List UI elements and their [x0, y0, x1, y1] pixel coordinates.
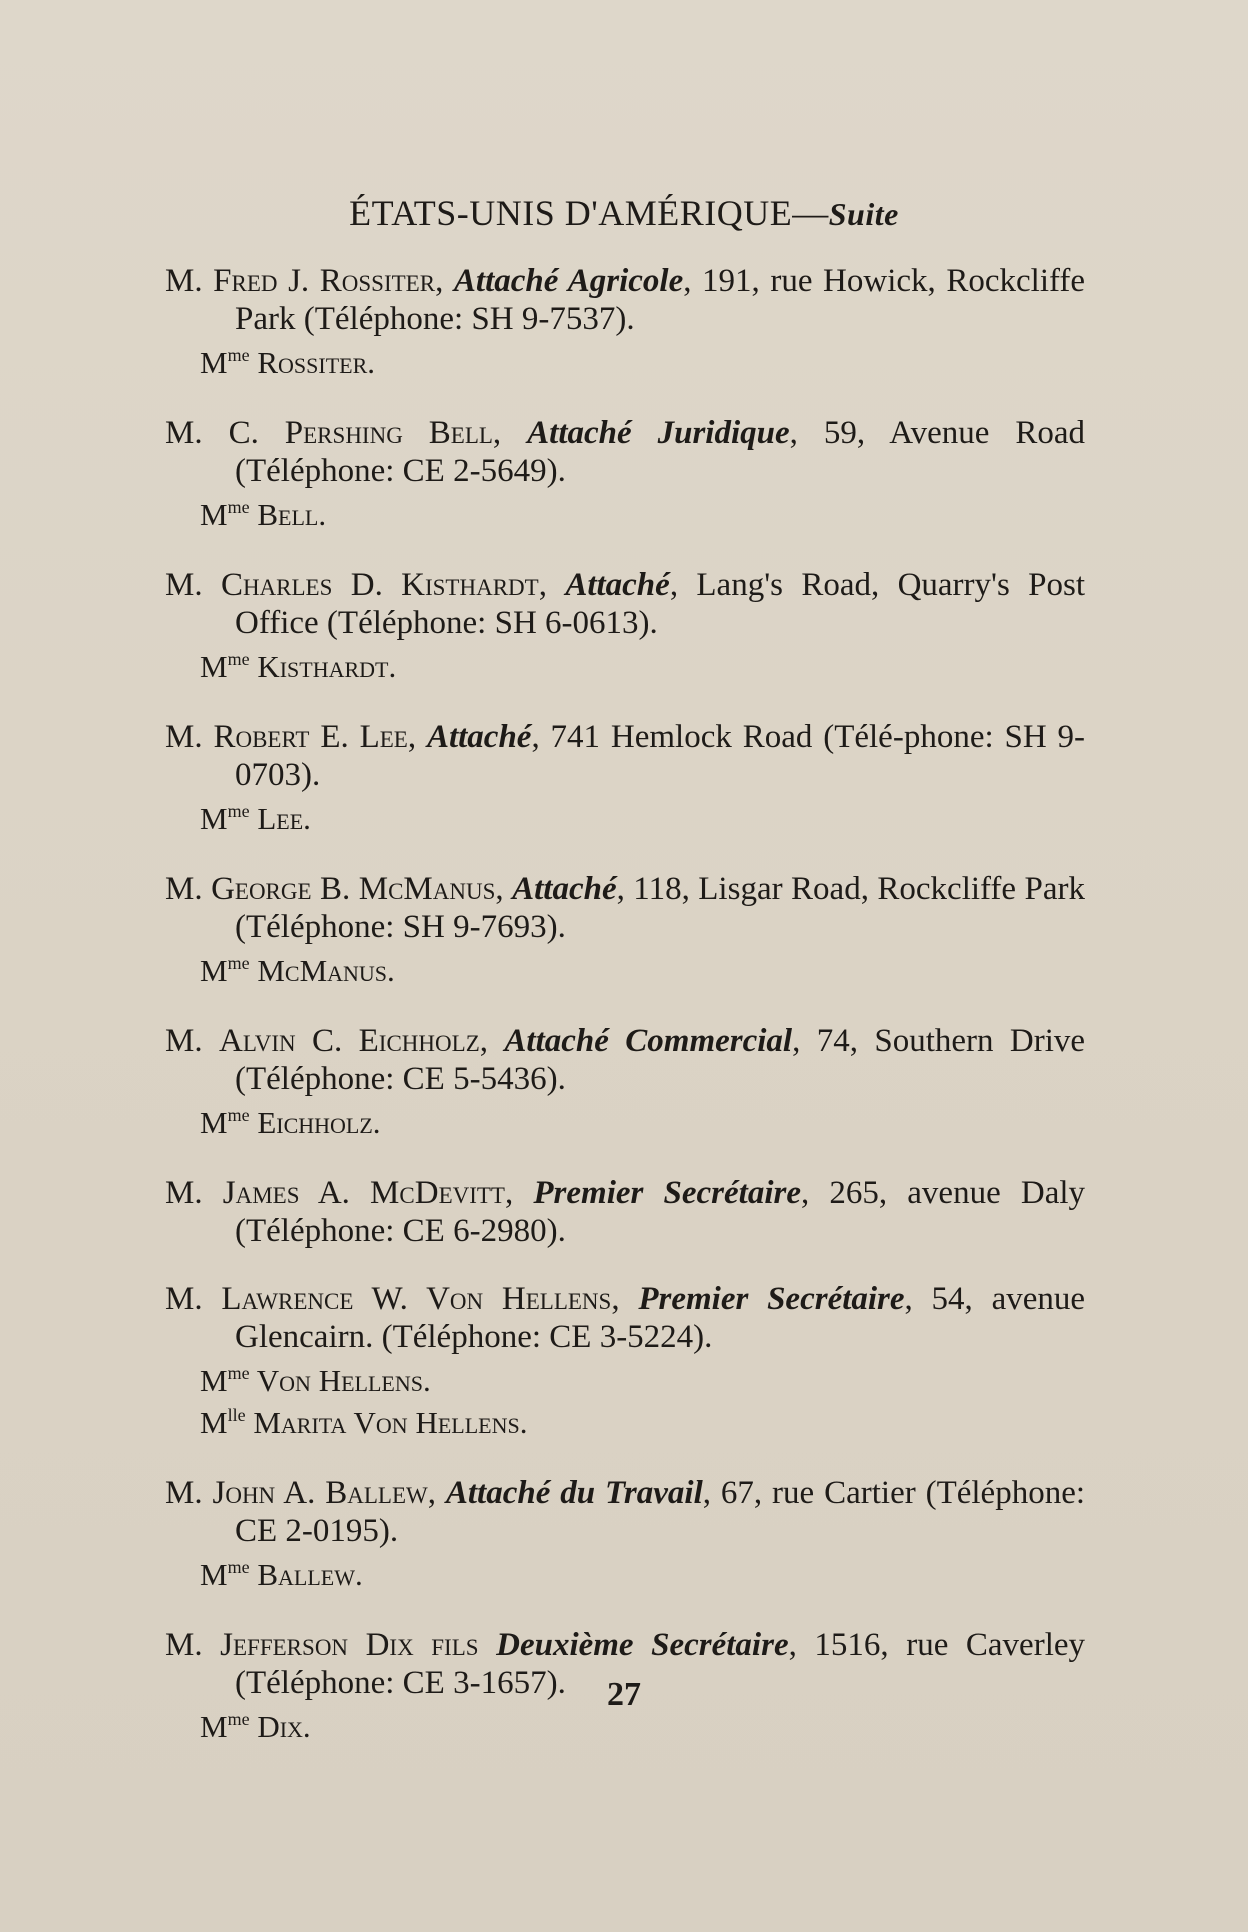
entry: M. George B. McManus, Attaché, 118, Lisgar Road, Rockcliffe Park (Téléphone: SH 9-7693). $M^{me}$ McManus. [165, 870, 1085, 992]
person-title: Attaché [512, 871, 617, 907]
entry: M. Fred J. Rossiter, Attaché Agricole, 191, rue Howick, Rockcliffe Park (Téléphone: SH 9-7537). $M^{me}$ Rossiter. [165, 262, 1085, 384]
entry: M. Charles D. Kisthardt, Attaché, Lang's Road, Quarry's Post Office (Téléphone: SH 6-0613). $M^{me}$ Kisthardt. [165, 566, 1085, 688]
page-number: 27 [607, 1676, 641, 1713]
person-name: John A. Ballew [212, 1475, 428, 1511]
address: , 265, avenue Daly (Téléphone: CE 6-2980). [235, 1175, 1086, 1249]
address: , 59, Avenue Road (Téléphone: CE 2-5649). [235, 415, 1086, 489]
address: , 54, avenue Glencairn. (Téléphone: CE 3-5224). [235, 1281, 1086, 1355]
person-title: Attaché [426, 719, 532, 755]
entry-list [165, 262, 1085, 1778]
spouse-line: $M^{me}$ Kisthardt. [200, 649, 397, 684]
entry: M. Alvin C. Eichholz, Attaché Commercial, 74, Southern Drive (Téléphone: CE 5-5436). $M^{me}$ Eichholz. [165, 1022, 1085, 1144]
person-title: Deuxième Secrétaire [496, 1627, 789, 1663]
address: , 1516, rue Caverley (Téléphone: CE 3-1657). [235, 1627, 1086, 1701]
person-name: Lawrence W. Von Hellens [221, 1281, 612, 1317]
spouse-line: $M^{me}$ Bell. [200, 497, 327, 532]
person-name: Charles D. Kisthardt [220, 567, 539, 603]
person-name: Jefferson Dix fils [220, 1627, 479, 1663]
person-name: George B. McManus [211, 871, 496, 907]
person-name: Robert E. Lee [213, 719, 408, 755]
heading-suite: Suite [828, 196, 899, 232]
heading-title: ÉTATS-UNIS D'AMÉRIQUE— [349, 193, 829, 233]
entry: M. John A. Ballew, Attaché du Travail, 67, rue Cartier (Téléphone: CE 2-0195). $M^{me}$ Ballew. [165, 1474, 1085, 1596]
spouse-line: $M^{me}$ Lee. [200, 801, 311, 836]
spouse-line: $M^{me}$ Dix. [200, 1709, 311, 1744]
section-heading [0, 192, 1248, 234]
address: , 118, Lisgar Road, Rockcliffe Park (Téléphone: SH 9-7693). [235, 871, 1086, 945]
person-name: Alvin C. Eichholz [218, 1023, 480, 1059]
person-title: Premier Secrétaire [533, 1175, 801, 1211]
entry: M. Lawrence W. Von Hellens, Premier Secrétaire, 54, avenue Glencairn. (Téléphone: CE 3-5224). $M^{me}$ Von Hellens. $M^{lle}$ Marita Von Hellens. [165, 1280, 1085, 1444]
spouse-line: $M^{me}$ Rossiter. [200, 345, 375, 380]
person-name: James A. McDevitt [222, 1175, 505, 1211]
address: , Lang's Road, Quarry's Post Office (Téléphone: SH 6-0613). [235, 567, 1086, 641]
entry: M. Jefferson Dix fils Deuxième Secrétaire, 1516, rue Caverley (Téléphone: CE 3-1657). $M^{me}$ Dix. [165, 1626, 1085, 1748]
address: , 67, rue Cartier (Téléphone: CE 2-0195). [235, 1475, 1086, 1549]
spouse-line: $M^{me}$ Ballew. [200, 1557, 363, 1592]
spouse-line: $M^{me}$ McManus. [200, 953, 395, 988]
entry: M. James A. McDevitt, Premier Secrétaire, 265, avenue Daly (Téléphone: CE 6-2980). [165, 1175, 1086, 1249]
person-name: Fred J. Rossiter [213, 263, 436, 299]
person-title: Premier Secrétaire [638, 1281, 905, 1317]
daughter-line: $M^{lle}$ Marita Von Hellens. [200, 1405, 528, 1440]
spouse-line: $M^{me}$ Von Hellens. [200, 1363, 431, 1398]
address: , 74, Southern Drive (Téléphone: CE 5-5436). [235, 1023, 1086, 1097]
person-title: Attaché [565, 567, 670, 603]
entry: M. C. Pershing Bell, Attaché Juridique, 59, Avenue Road (Téléphone: CE 2-5649). $M^{me}$ Bell. [165, 414, 1085, 536]
person-name: C. Pershing Bell [228, 415, 493, 451]
person-title: Attaché Agricole [453, 263, 684, 299]
address: , 191, rue Howick, Rockcliffe Park (Téléphone: SH 9-7537). [235, 263, 1086, 337]
person-title: Attaché Commercial [504, 1023, 793, 1059]
spouse-line: $M^{me}$ Eichholz. [200, 1105, 381, 1140]
person-title: Attaché du Travail [445, 1475, 703, 1511]
person-title: Attaché Juridique [527, 415, 790, 451]
address: , 741 Hemlock Road (Télé-phone: SH 9-0703). [235, 719, 1086, 793]
entry: M. Robert E. Lee, Attaché, 741 Hemlock Road (Télé-phone: SH 9-0703). $M^{me}$ Lee. [165, 718, 1085, 840]
